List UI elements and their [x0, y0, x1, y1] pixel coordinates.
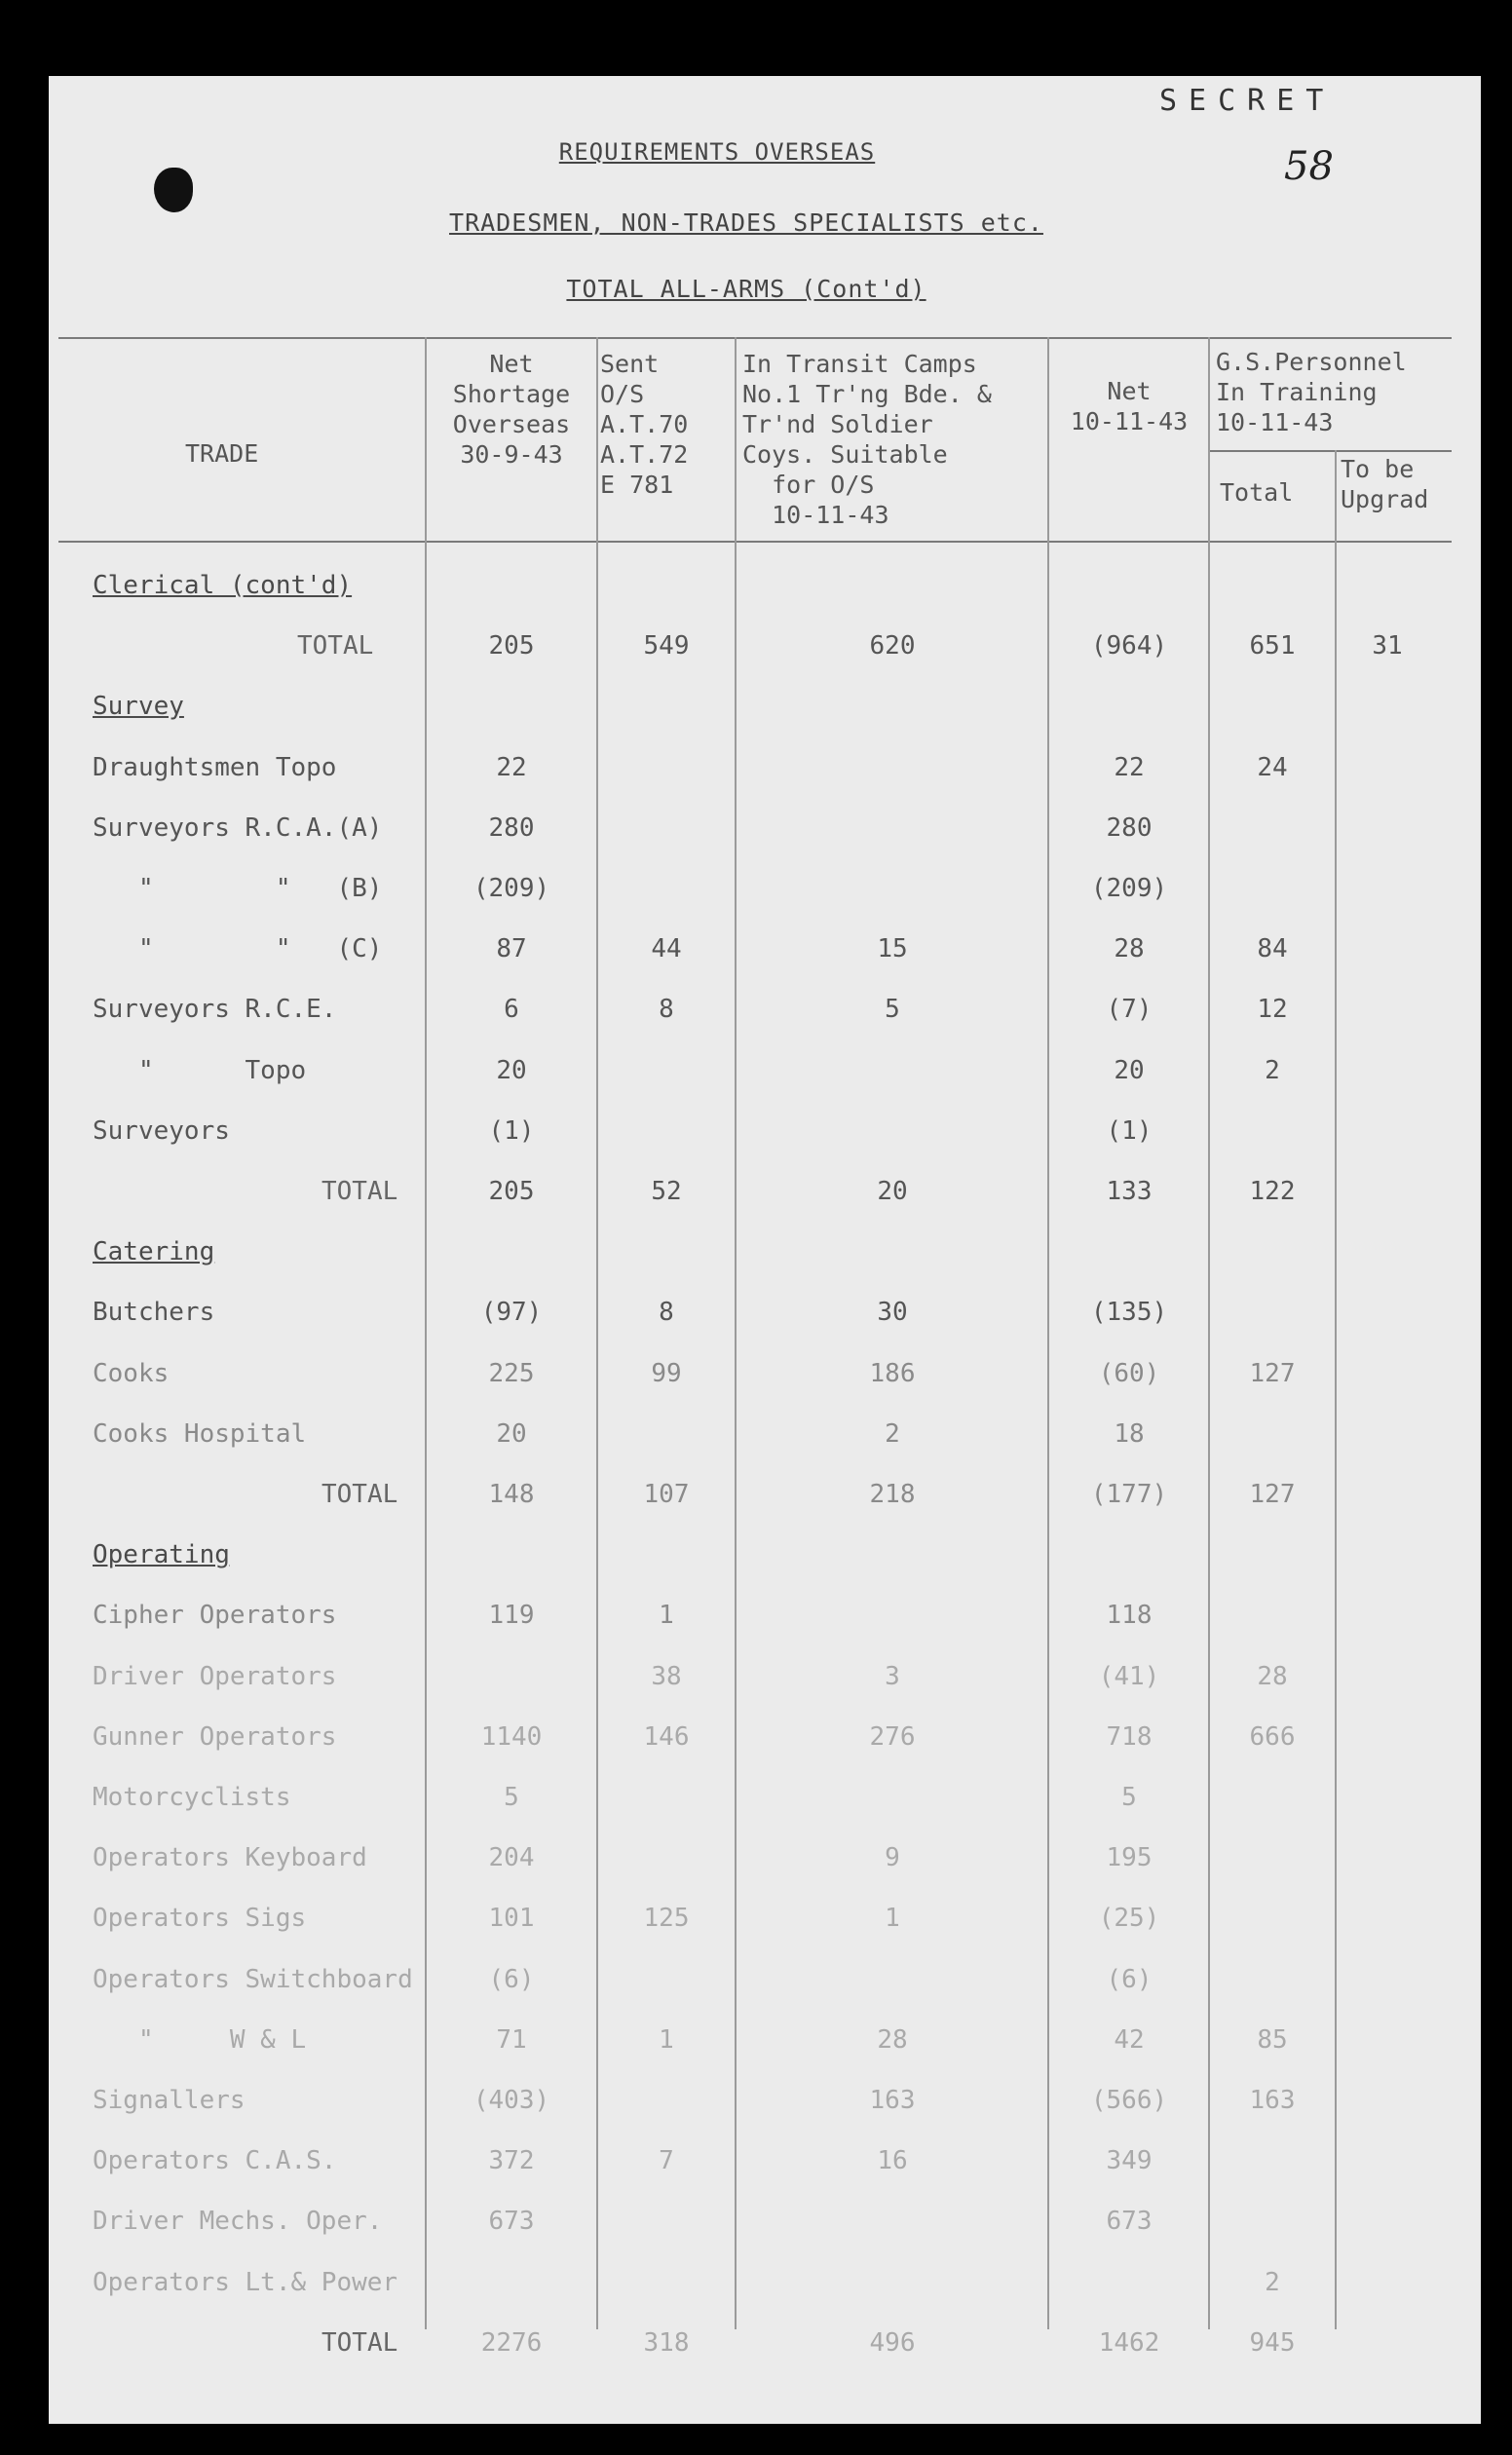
col-divider-trade: [425, 337, 427, 2329]
trade-name: Operators Lt.& Power: [93, 2268, 398, 2297]
cell-net-shortage: 101: [488, 1904, 535, 1933]
cell-net: (135): [1090, 1298, 1168, 1327]
section-heading: Catering: [93, 1237, 215, 1266]
cell-net-shortage: 225: [488, 1359, 535, 1388]
cell-net: (41): [1098, 1662, 1160, 1691]
cell-net-shortage: (1): [488, 1116, 535, 1146]
cell-net-shortage: 148: [488, 1480, 535, 1509]
punch-hole: [154, 168, 193, 212]
total-label: TOTAL: [321, 2328, 398, 2358]
trade-name: " W & L: [93, 2025, 307, 2055]
trade-name: Draughtsmen Topo: [93, 753, 337, 782]
cell-net: 22: [1114, 753, 1145, 782]
section-heading: Operating: [93, 1540, 230, 1569]
section-heading: Clerical (cont'd): [93, 571, 353, 600]
cell-net: 718: [1106, 1722, 1153, 1752]
cell-in-transit: 28: [877, 2025, 908, 2055]
col-header-net: Net 10-11-43: [1070, 377, 1189, 435]
cell-sent: 52: [651, 1177, 682, 1206]
title-requirements: REQUIREMENTS OVERSEAS: [558, 138, 876, 166]
trade-name: Surveyors: [93, 1116, 230, 1146]
section-heading: Survey: [93, 692, 184, 721]
cell-net-shortage: (97): [480, 1298, 543, 1327]
trade-name: Surveyors R.C.E.: [93, 995, 337, 1024]
col-divider-net: [1208, 337, 1210, 2329]
title-total-all-arms: TOTAL ALL-ARMS (Cont'd): [566, 275, 926, 303]
cell-in-transit: 16: [877, 2146, 908, 2175]
cell-net-shortage: 204: [488, 1843, 535, 1872]
cell-net-shortage: 205: [488, 631, 535, 661]
cell-net-shortage: 22: [496, 753, 527, 782]
cell-net: 349: [1106, 2146, 1153, 2175]
cell-in-transit: 163: [869, 2086, 916, 2115]
cell-net: 195: [1106, 1843, 1153, 1872]
col-header-sent: Sent O/S A.T.70 A.T.72 E 781: [600, 350, 689, 499]
trade-name: Cipher Operators: [93, 1601, 337, 1630]
col-divider-net-shortage: [596, 337, 598, 2329]
cell-gs-upgrade: 31: [1372, 631, 1403, 661]
cell-sent: 125: [643, 1904, 690, 1933]
trade-name: Operators Switchboard: [93, 1965, 413, 1994]
total-label: TOTAL: [297, 631, 374, 661]
cell-gs-total: 2: [1265, 1056, 1280, 1085]
cell-sent: 8: [659, 1298, 674, 1327]
cell-net: 673: [1106, 2207, 1153, 2236]
trade-name: Signallers: [93, 2086, 246, 2115]
cell-net-shortage: 1140: [480, 1722, 543, 1752]
trade-name: Operators Sigs: [93, 1904, 307, 1933]
cell-net-shortage: 71: [496, 2025, 527, 2055]
cell-sent: 99: [651, 1359, 682, 1388]
cell-sent: 44: [651, 934, 682, 963]
cell-net: 280: [1106, 813, 1153, 843]
cell-net: 1462: [1098, 2328, 1160, 2358]
cell-in-transit: 3: [885, 1662, 900, 1691]
cell-net: (25): [1098, 1904, 1160, 1933]
cell-gs-total: 122: [1249, 1177, 1296, 1206]
trade-name: Operators C.A.S.: [93, 2146, 337, 2175]
cell-gs-total: 28: [1257, 1662, 1288, 1691]
cell-gs-total: 651: [1249, 631, 1296, 661]
cell-net-shortage: 280: [488, 813, 535, 843]
col-header-net-shortage: Net Shortage Overseas 30-9-43: [452, 350, 571, 469]
cell-in-transit: 5: [885, 995, 900, 1024]
cell-in-transit: 20: [877, 1177, 908, 1206]
cell-gs-total: 666: [1249, 1722, 1296, 1752]
cell-sent: 146: [643, 1722, 690, 1752]
cell-net-shortage: 119: [488, 1601, 535, 1630]
cell-sent: 1: [659, 1601, 674, 1630]
cell-gs-total: 85: [1257, 2025, 1288, 2055]
cell-in-transit: 496: [869, 2328, 916, 2358]
col-header-gs-personnel: G.S.Personnel In Training 10-11-43: [1216, 348, 1407, 436]
trade-name: Driver Mechs. Oper.: [93, 2207, 383, 2236]
cell-gs-total: 2: [1265, 2268, 1280, 2297]
cell-in-transit: 30: [877, 1298, 908, 1327]
table-top-rule: [58, 337, 1452, 339]
cell-gs-total: 163: [1249, 2086, 1296, 2115]
trade-name: " " (C): [93, 934, 383, 963]
cell-net: (7): [1106, 995, 1153, 1024]
cell-net: (6): [1106, 1965, 1153, 1994]
cell-net: (60): [1098, 1359, 1160, 1388]
cell-net-shortage: (6): [488, 1965, 535, 1994]
cell-net: (177): [1090, 1480, 1168, 1509]
cell-net-shortage: 5: [504, 1783, 519, 1812]
cell-in-transit: 276: [869, 1722, 916, 1752]
col-divider-sent: [735, 337, 737, 2329]
trade-name: Operators Keyboard: [93, 1843, 367, 1872]
cell-net-shortage: 6: [504, 995, 519, 1024]
cell-net: 42: [1114, 2025, 1145, 2055]
trade-name: Gunner Operators: [93, 1722, 337, 1752]
cell-sent: 318: [643, 2328, 690, 2358]
cell-net-shortage: 20: [496, 1419, 527, 1449]
cell-sent: 7: [659, 2146, 674, 2175]
cell-net-shortage: 20: [496, 1056, 527, 1085]
col-header-in-transit: In Transit Camps No.1 Tr'ng Bde. & Tr'nd Soldier Coys. Suitable for O/S 10-11-43: [742, 350, 992, 529]
cell-in-transit: 2: [885, 1419, 900, 1449]
total-label: TOTAL: [321, 1480, 398, 1509]
cell-net: (1): [1106, 1116, 1153, 1146]
cell-net-shortage: 2276: [480, 2328, 543, 2358]
cell-net-shortage: 87: [496, 934, 527, 963]
cell-sent: 549: [643, 631, 690, 661]
cell-gs-total: 24: [1257, 753, 1288, 782]
col-header-trade: TRADE: [185, 439, 259, 468]
trade-name: Motorcyclists: [93, 1783, 291, 1812]
trade-name: Driver Operators: [93, 1662, 337, 1691]
cell-net-shortage: 205: [488, 1177, 535, 1206]
col-header-gs-upgrade: To be Upgrad: [1341, 455, 1429, 513]
cell-net: 18: [1114, 1419, 1145, 1449]
trade-name: Surveyors R.C.A.(A): [93, 813, 383, 843]
trade-name: " Topo: [93, 1056, 307, 1085]
cell-in-transit: 15: [877, 934, 908, 963]
cell-net: 118: [1106, 1601, 1153, 1630]
trade-name: Butchers: [93, 1298, 215, 1327]
cell-net-shortage: 673: [488, 2207, 535, 2236]
col-header-gs-total: Total: [1220, 478, 1294, 507]
cell-net-shortage: (403): [472, 2086, 550, 2115]
col-divider-gs-total: [1335, 450, 1337, 2329]
cell-sent: 38: [651, 1662, 682, 1691]
cell-gs-total: 127: [1249, 1359, 1296, 1388]
trade-name: " " (B): [93, 874, 383, 903]
header-bottom-rule: [58, 541, 1452, 543]
cell-sent: 107: [643, 1480, 690, 1509]
cell-net: 28: [1114, 934, 1145, 963]
cell-in-transit: 620: [869, 631, 916, 661]
cell-in-transit: 1: [885, 1904, 900, 1933]
cell-net-shortage: 372: [488, 2146, 535, 2175]
page-number: 58: [1284, 144, 1334, 189]
cell-in-transit: 218: [869, 1480, 916, 1509]
cell-in-transit: 9: [885, 1843, 900, 1872]
cell-in-transit: 186: [869, 1359, 916, 1388]
cell-sent: 8: [659, 995, 674, 1024]
cell-sent: 1: [659, 2025, 674, 2055]
cell-gs-total: 12: [1257, 995, 1288, 1024]
trade-name: Cooks: [93, 1359, 170, 1388]
cell-gs-total: 127: [1249, 1480, 1296, 1509]
total-label: TOTAL: [321, 1177, 398, 1206]
title-tradesmen: TRADESMEN, NON-TRADES SPECIALISTS etc.: [449, 208, 1043, 237]
cell-net: 5: [1121, 1783, 1137, 1812]
cell-net: 20: [1114, 1056, 1145, 1085]
cell-net: (209): [1090, 874, 1168, 903]
subheader-rule: [1208, 450, 1452, 452]
col-divider-in-transit: [1047, 337, 1049, 2329]
cell-gs-total: 84: [1257, 934, 1288, 963]
secret-stamp: SECRET: [1159, 84, 1336, 118]
cell-net: (964): [1090, 631, 1168, 661]
cell-net: 133: [1106, 1177, 1153, 1206]
cell-net: (566): [1090, 2086, 1168, 2115]
cell-net-shortage: (209): [472, 874, 550, 903]
cell-gs-total: 945: [1249, 2328, 1296, 2358]
trade-name: Cooks Hospital: [93, 1419, 307, 1449]
